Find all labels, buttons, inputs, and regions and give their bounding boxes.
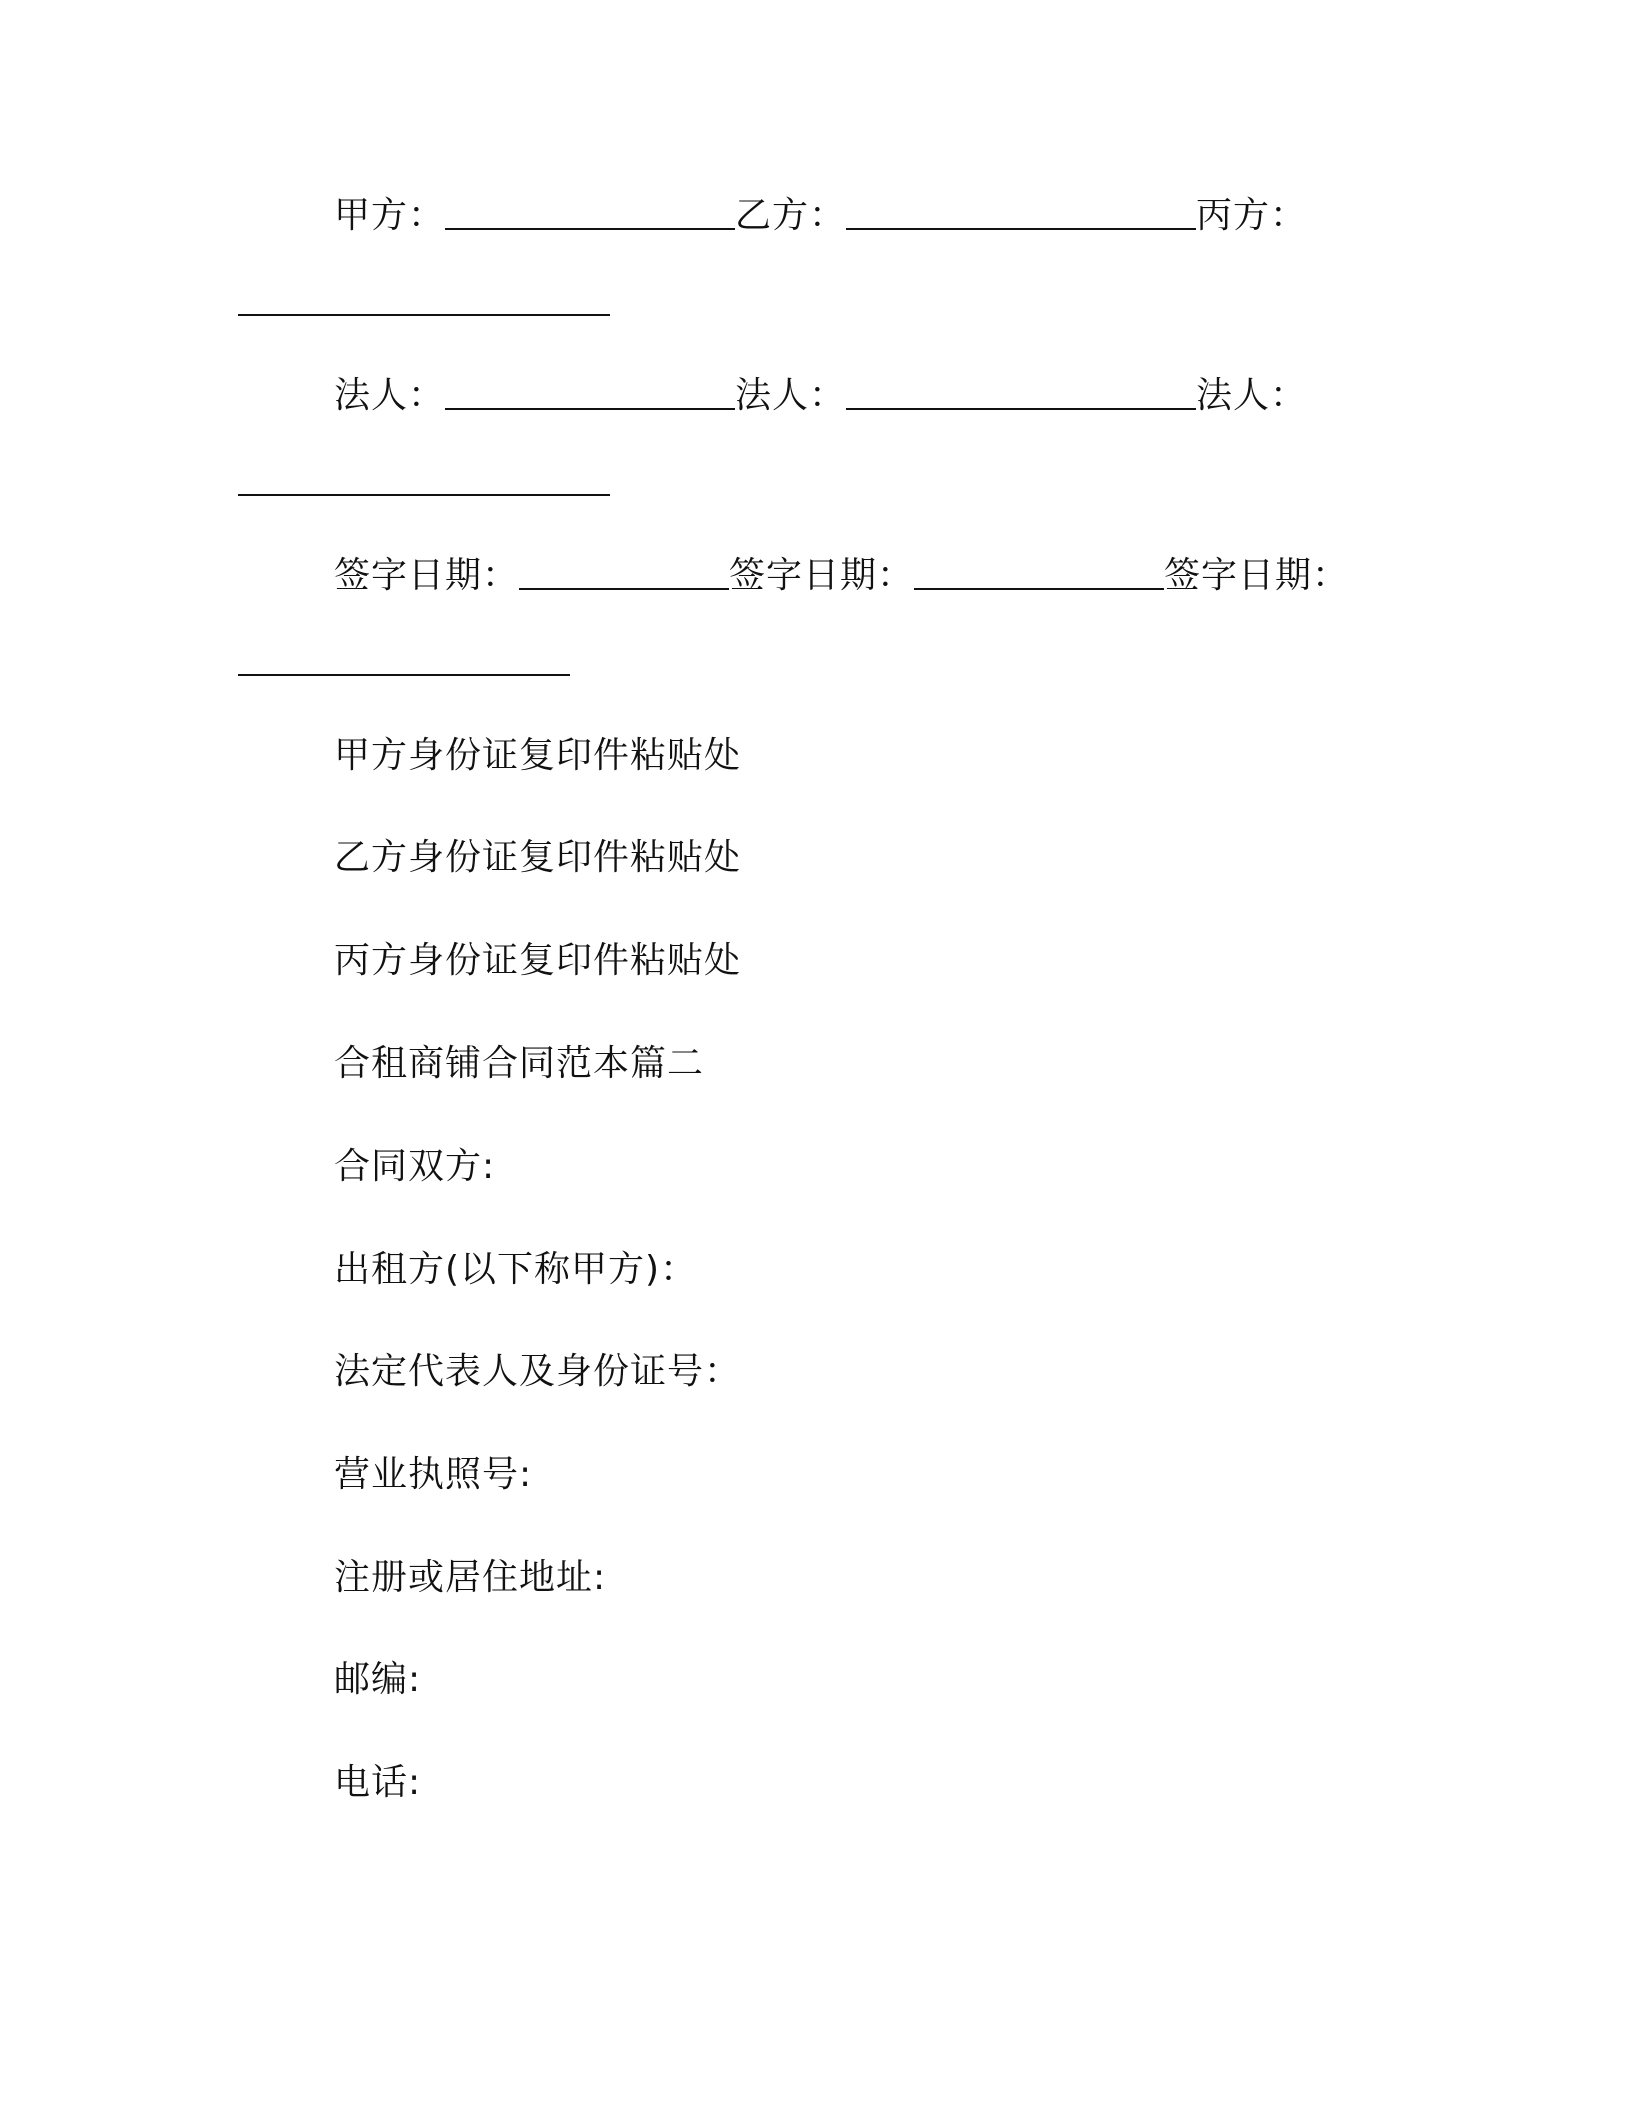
address-label: 注册或居住地址:: [334, 1557, 607, 1598]
signing-date-c-label: 签字日期：: [1164, 555, 1350, 596]
party-c-blank[interactable]: [238, 314, 610, 316]
signing-date-row: [334, 552, 1349, 600]
legal-person-c-blank[interactable]: [238, 494, 610, 496]
postcode-label: 邮编:: [334, 1659, 422, 1700]
id-copy-a: 甲方身份证复印件粘贴处: [334, 735, 742, 776]
business-license-label: 营业执照号:: [334, 1454, 533, 1495]
phone-label: 电话:: [334, 1762, 422, 1803]
signing-date-c-blank[interactable]: [238, 674, 570, 676]
signing-date-a-blank[interactable]: [519, 588, 729, 590]
signing-date-a-label: 签字日期：: [334, 555, 520, 596]
contract-parties-label: 合同双方:: [334, 1146, 496, 1187]
legal-person-b-label: 法人：: [735, 375, 847, 416]
lessor-label: 出租方(以下称甲方)：: [334, 1249, 698, 1290]
party-c-label: 丙方：: [1196, 195, 1308, 236]
legal-person-row: [334, 372, 1307, 420]
party-signature-row: [334, 192, 1307, 240]
legal-person-c-label: 法人：: [1196, 375, 1308, 416]
legal-person-a-blank[interactable]: [445, 408, 735, 410]
signing-date-b-blank[interactable]: [914, 588, 1164, 590]
signing-date-b-label: 签字日期：: [729, 555, 915, 596]
id-copy-c: 丙方身份证复印件粘贴处: [334, 940, 742, 981]
legal-representative-label: 法定代表人及身份证号：: [334, 1351, 742, 1392]
section-title: 合租商铺合同范本篇二: [334, 1043, 705, 1084]
party-a-blank[interactable]: [445, 228, 735, 230]
party-b-label: 乙方：: [735, 195, 847, 236]
legal-person-a-label: 法人：: [334, 375, 446, 416]
legal-person-b-blank[interactable]: [846, 408, 1196, 410]
party-a-label: 甲方：: [334, 195, 446, 236]
party-b-blank[interactable]: [846, 228, 1196, 230]
id-copy-b: 乙方身份证复印件粘贴处: [334, 837, 742, 878]
